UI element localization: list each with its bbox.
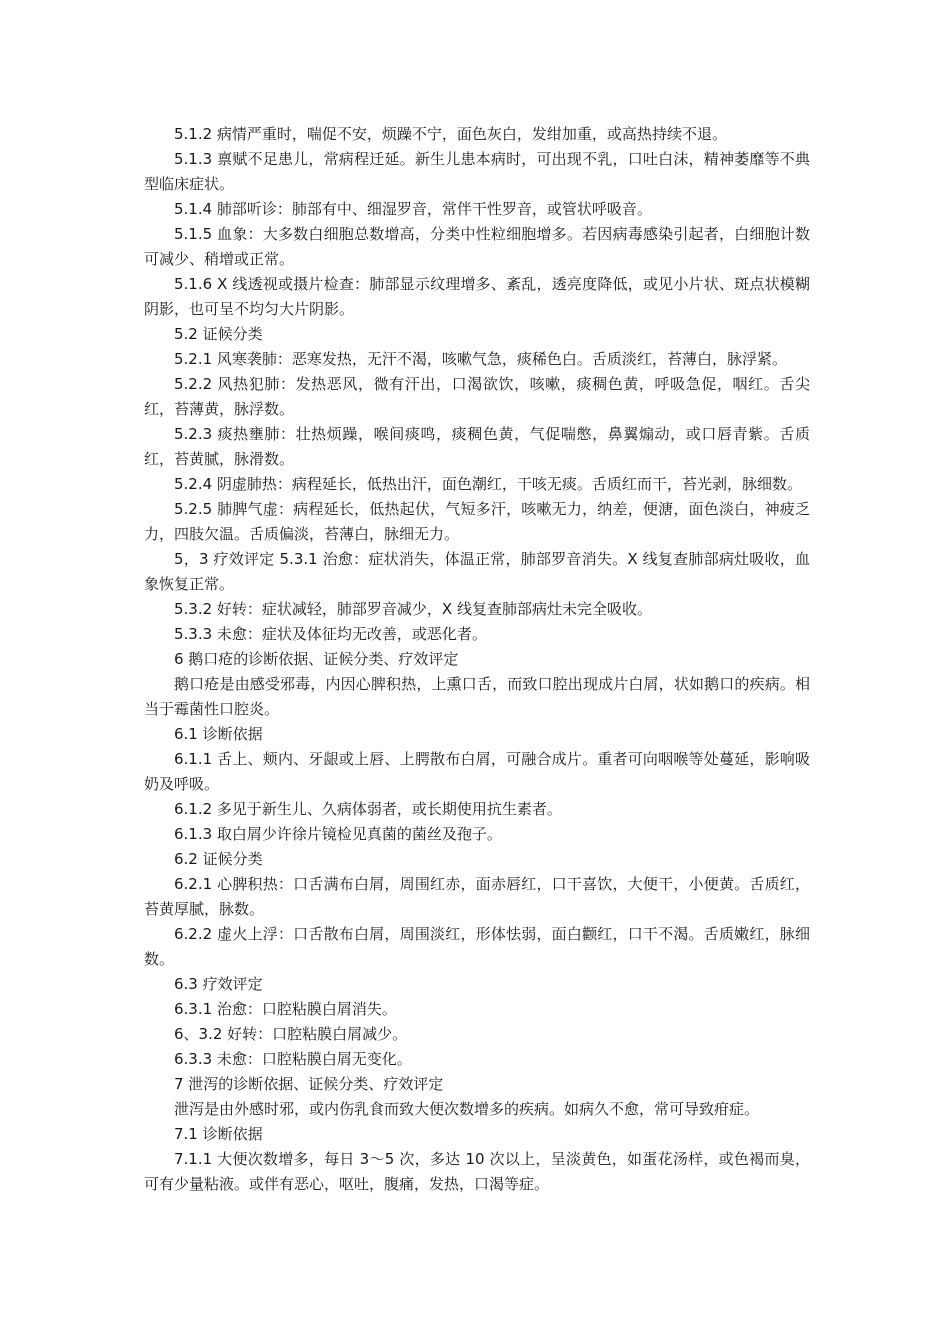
section-heading: 6.3 疗效评定 [174, 975, 263, 993]
paragraph: 5.2.3 痰热壅肺：壮热烦躁，喉间痰鸣，痰稠色黄，气促喘憋，鼻翼煽动，或口唇青紫。舌质红，苔黄腻，脉滑数。 [144, 425, 810, 468]
section-heading: 7.1 诊断依据 [174, 1125, 263, 1143]
paragraph: 6.3.3 未愈：口腔粘膜白屑无变化。 [174, 1050, 412, 1068]
paragraph: 6.1.1 舌上、颊内、牙龈或上唇、上腭散布白屑，可融合成片。重者可向咽喉等处蔓延，影响吸奶及呼吸。 [144, 750, 810, 793]
section-heading: 6.1 诊断依据 [174, 725, 263, 743]
section-heading: 5.2 证候分类 [174, 325, 263, 343]
paragraph: 6.1.2 多见于新生儿、久病体弱者，或长期使用抗生素者。 [174, 800, 562, 818]
paragraph: 5.2.2 风热犯肺：发热恶风，微有汗出，口渴欲饮，咳嗽，痰稠色黄，呼吸急促，咽红。舌尖红，苔薄黄，脉浮数。 [144, 375, 810, 418]
paragraph: 6、3.2 好转：口腔粘膜白屑减少。 [174, 1025, 408, 1043]
paragraph: 5.2.1 风寒袭肺：恶寒发热，无汗不渴，咳嗽气急，痰稀色白。舌质淡红，苔薄白，脉浮紧。 [174, 350, 787, 368]
paragraph: 5.2.5 肺脾气虚：病程延长，低热起伏，气短多汗，咳嗽无力，纳差，便溏，面色淡白，神疲乏力，四肢欠温。舌质偏淡，苔薄白，脉细无力。 [144, 500, 810, 543]
section-heading: 7 泄泻的诊断依据、证候分类、疗效评定 [174, 1075, 444, 1093]
paragraph: 5.2.4 阴虚肺热：病程延长，低热出汗，面色潮红，干咳无痰。舌质红而干，苔光剥，脉细数。 [174, 475, 802, 493]
paragraph: 5.1.6 X 线透视或摄片检查：肺部显示纹理增多、紊乱，透亮度降低，或见小片状、斑点状模糊阴影，也可呈不均匀大片阴影。 [144, 275, 810, 318]
paragraph: 6.2.1 心脾积热：口舌满布白屑，周围红赤，面赤唇红，口干喜饮，大便干，小便黄。舌质红，苔黄厚腻，脉数。 [144, 875, 810, 918]
paragraph: 5.1.2 病情严重时，喘促不安，烦躁不宁，面色灰白，发绀加重，或高热持续不退。 [174, 125, 727, 143]
paragraph: 6.2.2 虚火上浮：口舌散布白屑，周围淡红，形体怯弱，面白颧红，口干不渴。舌质嫩红，脉细数。 [144, 925, 810, 968]
paragraph: 6.1.3 取白屑少许徐片镜检见真菌的菌丝及孢子。 [174, 825, 502, 843]
paragraph: 5，3 疗效评定 5.3.1 治愈：症状消失，体温正常，肺部罗音消失。X 线复查肺部病灶吸收，血象恢复正常。 [144, 550, 810, 593]
paragraph: 5.1.3 禀赋不足患儿，常病程迁延。新生儿患本病时，可出现不乳，口吐白沫，精神萎靡等不典型临床症状。 [144, 150, 810, 193]
paragraph: 6.3.1 治愈：口腔粘膜白屑消失。 [174, 1000, 397, 1018]
paragraph: 5.1.4 肺部听诊：肺部有中、细湿罗音，常伴干性罗音，或管状呼吸音。 [174, 200, 652, 218]
paragraph: 鹅口疮是由感受邪毒，内因心脾积热，上熏口舌，而致口腔出现成片白屑，状如鹅口的疾病。相当于霉菌性口腔炎。 [144, 675, 810, 718]
section-heading: 6.2 证候分类 [174, 850, 263, 868]
document-body [144, 122, 810, 1197]
paragraph: 5.3.2 好转：症状减轻，肺部罗音减少，X 线复查肺部病灶未完全吸收。 [174, 600, 652, 618]
paragraph: 5.3.3 未愈：症状及体征均无改善，或恶化者。 [174, 625, 487, 643]
paragraph: 7.1.1 大便次数增多，每日 3～5 次，多达 10 次以上，呈淡黄色，如蛋花汤样，或色褐而臭，可有少量粘液。或伴有恶心，呕吐，腹痛，发热，口渴等症。 [144, 1150, 810, 1193]
paragraph: 5.1.5 血象：大多数白细胞总数增高，分类中性粒细胞增多。若因病毒感染引起者，白细胞计数可减少、稍增或正常。 [144, 225, 810, 268]
section-heading: 6 鹅口疮的诊断依据、证候分类、疗效评定 [174, 650, 459, 668]
paragraph: 泄泻是由外感时邪，或内伤乳食而致大便次数增多的疾病。如病久不愈，常可导致疳症。 [174, 1100, 760, 1118]
